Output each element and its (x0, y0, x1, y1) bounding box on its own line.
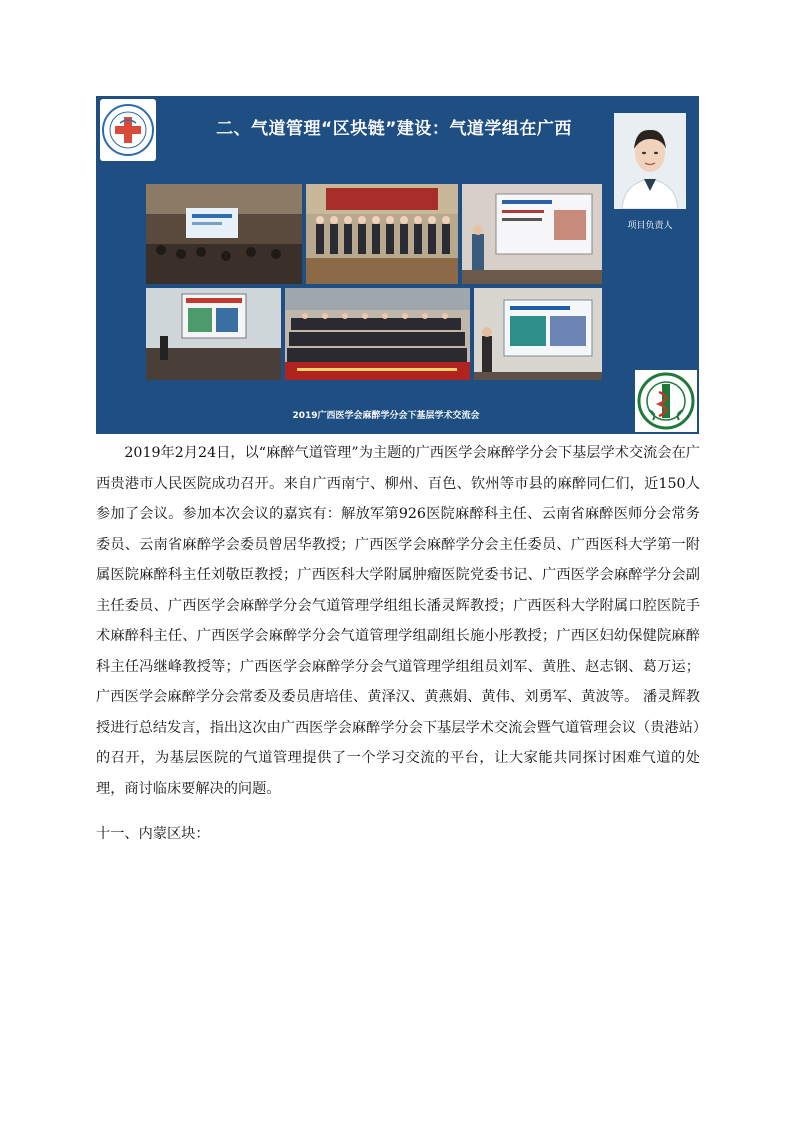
meeting-photo-2 (306, 184, 458, 284)
medical-association-logo (100, 99, 156, 161)
article-body (96, 438, 700, 804)
meeting-photo-1 (146, 184, 302, 284)
section-heading: 十一、内蒙区块： (96, 826, 210, 842)
meeting-photo-3 (462, 184, 602, 284)
slide-image (96, 96, 699, 434)
meeting-photo-5 (285, 288, 470, 380)
meeting-photo-6 (474, 288, 602, 380)
hospital-emblem-logo (635, 370, 697, 432)
slide-title: 二、气道管理“区块链”建设：气道学组在广西 (216, 119, 572, 139)
project-leader-portrait (614, 113, 686, 209)
article-paragraph: 2019年2月24日，以“麻醉气道管理”为主题的广西医学会麻醉学分会下基层学术交流会在广西贵港市人民医院成功召开。来自广西南宁、柳州、百色、钦州等市县的麻醉同仁们，近150人参加了会议。参加本次会议的嘉宾有：解放军第926医院麻醉科主任、云南省麻醉医师分会常务委员、云南省麻醉学会委员曾居华教授；广西医学会麻醉学分会主任委员、广西医科大学第一附属医院麻醉科主任刘敬臣教授；广西医科大学附属肿瘤医院党委书记、广西医学会麻醉学分会副主任委员、广西医学会麻醉学分会气道管理学组组长潘灵辉教授；广西医科大学附属口腔医院手术麻醉科主任、广西医学会麻醉学分会气道管理学组副组长施小彤教授；广西区妇幼保健院麻醉科主任冯继峰教授等；广西医学会麻醉学分会气道管理学组组员刘军、黄胜、赵志钢、葛万运；广西医学会麻醉学分会常委及委员唐培佳、黄泽汉、黄燕娟、黄伟、刘勇军、黄波等。 潘灵辉教授进行总结发言，指出这次由广西医学会麻醉学分会下基层学术交流会暨气道管理会议（贵港站）的召开，为基层医院的气道管理提供了一个学习交流的平台，让大家能共同探讨困难气道的处理，商讨临床要解决的问题。 (96, 445, 700, 797)
meeting-photo-4 (146, 288, 281, 380)
slide-caption: 2019广西医学会麻醉学分会下基层学术交流会 (292, 411, 480, 421)
portrait-caption: 项目负责人 (627, 221, 673, 231)
